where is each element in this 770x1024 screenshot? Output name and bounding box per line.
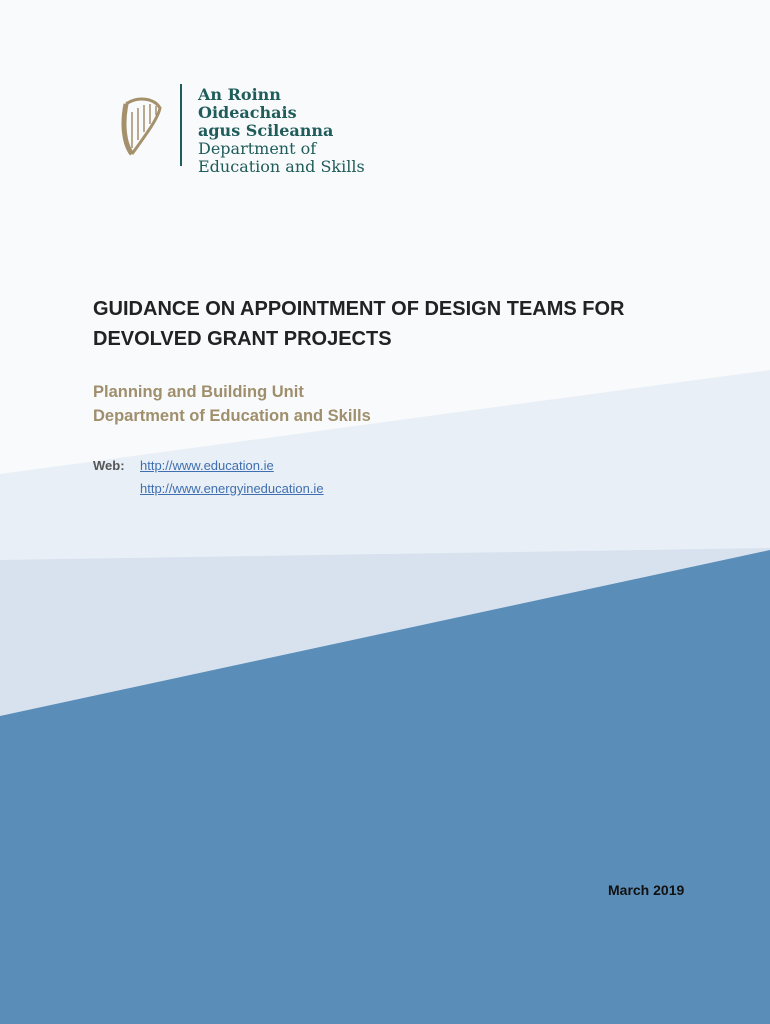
logo-english-line2: Education and Skills — [198, 157, 365, 176]
document-title — [93, 294, 733, 354]
publication-date: March 2019 — [608, 882, 685, 898]
logo-english-line1: Department of — [198, 139, 317, 158]
title-line2: DEVOLVED GRANT PROJECTS — [93, 328, 392, 350]
unit-line1: Planning and Building Unit — [93, 383, 304, 401]
harp-emblem-icon — [118, 94, 166, 158]
logo-text — [198, 86, 368, 176]
web-label: Web: — [93, 458, 125, 473]
unit-line2: Department of Education and Skills — [93, 407, 371, 425]
department-logo — [118, 84, 368, 176]
web-links — [140, 454, 324, 500]
logo-irish-line2: agus Scileanna — [198, 121, 334, 140]
unit-heading — [93, 380, 371, 428]
logo-divider — [180, 84, 182, 166]
link-education[interactable]: http://www.education.ie — [140, 458, 274, 473]
title-line1: GUIDANCE ON APPOINTMENT OF DESIGN TEAMS FOR — [93, 298, 625, 320]
logo-irish-line1: An Roinn Oideachais — [198, 85, 297, 122]
link-energyineducation[interactable]: http://www.energyineducation.ie — [140, 481, 324, 496]
